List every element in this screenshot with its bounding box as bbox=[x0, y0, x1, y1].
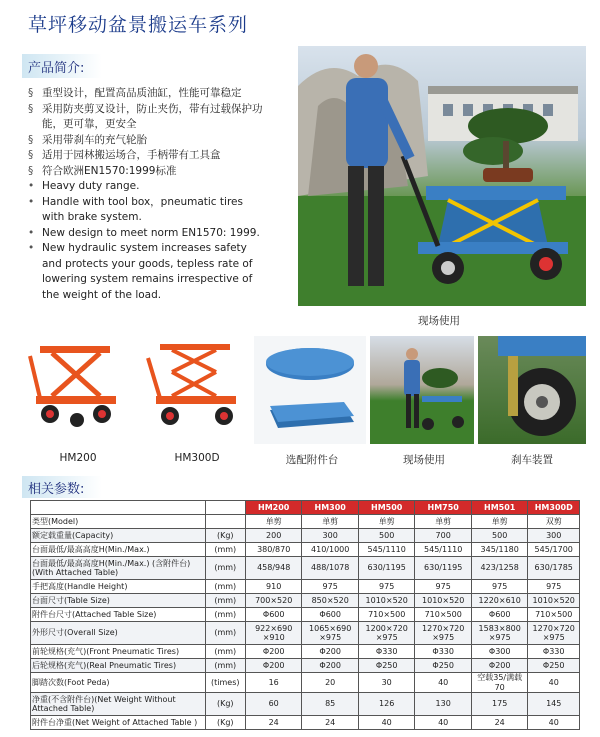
table-cell: 85 bbox=[302, 693, 359, 716]
table-row bbox=[31, 673, 580, 693]
table-cell: 975 bbox=[528, 580, 580, 594]
table-cell: 710×500 bbox=[415, 608, 472, 622]
table-cell: 60 bbox=[245, 693, 302, 716]
feature-item bbox=[28, 86, 268, 102]
table-header-row bbox=[31, 501, 580, 515]
table-cell: 1010×520 bbox=[415, 594, 472, 608]
feature-item bbox=[28, 179, 268, 195]
table-cell: 300 bbox=[302, 529, 359, 543]
feature-text: 采用防夹剪叉设计，防止夹伤，带有过载保护功能，更可靠，更安全 bbox=[42, 102, 263, 130]
header-blank bbox=[31, 501, 206, 515]
table-cell: 300 bbox=[528, 529, 580, 543]
row-label: 后轮规格(充气)(Real Pneumatic Tires) bbox=[31, 659, 206, 673]
table-cell: 500 bbox=[358, 529, 415, 543]
table-cell: Φ600 bbox=[302, 608, 359, 622]
gallery-caption-5: 刹车装置 bbox=[511, 454, 553, 466]
table-cell: 545/1110 bbox=[358, 543, 415, 557]
feature-item bbox=[28, 241, 268, 303]
table-cell: 30 bbox=[358, 673, 415, 693]
feature-text: Heavy duty range. bbox=[42, 180, 140, 192]
feature-text: 采用带刹车的充气轮胎 bbox=[42, 133, 147, 146]
model-header: HM501 bbox=[471, 501, 528, 515]
table-row bbox=[31, 543, 580, 557]
row-unit: (mm) bbox=[205, 622, 245, 645]
table-cell: Φ200 bbox=[302, 659, 359, 673]
table-row bbox=[31, 515, 580, 529]
table-cell: 380/870 bbox=[245, 543, 302, 557]
table-cell: 630/1785 bbox=[528, 557, 580, 580]
table-cell: 630/1195 bbox=[358, 557, 415, 580]
table-row bbox=[31, 608, 580, 622]
thumb-site-use bbox=[370, 336, 474, 444]
model-header: HM500 bbox=[358, 501, 415, 515]
feature-text: New design to meet norm EN1570: 1999. bbox=[42, 226, 260, 239]
feature-item bbox=[28, 164, 268, 180]
table-cell: 40 bbox=[415, 673, 472, 693]
table-row bbox=[31, 659, 580, 673]
table-cell: 975 bbox=[471, 580, 528, 594]
table-cell: 单剪 bbox=[245, 515, 302, 529]
table-cell: 单剪 bbox=[358, 515, 415, 529]
feature-text: New hydraulic system increases safety and protects your goods, tepless rate of lowering system remains irrespective of the weight of the load. bbox=[42, 242, 253, 301]
row-unit: (mm) bbox=[205, 608, 245, 622]
bullet-marker: § bbox=[28, 102, 34, 115]
row-unit bbox=[205, 515, 245, 529]
table-cell: 175 bbox=[471, 693, 528, 716]
table-cell: 16 bbox=[245, 673, 302, 693]
table-cell: Φ600 bbox=[471, 608, 528, 622]
row-unit: (Kg) bbox=[205, 693, 245, 716]
table-cell: 130 bbox=[415, 693, 472, 716]
model-header: HM300D bbox=[528, 501, 580, 515]
gallery-caption-3: 选配附件台 bbox=[285, 454, 339, 466]
table-cell: 975 bbox=[358, 580, 415, 594]
table-cell: 1010×520 bbox=[358, 594, 415, 608]
table-cell: 410/1000 bbox=[302, 543, 359, 557]
table-cell: 545/1110 bbox=[415, 543, 472, 557]
table-cell: 126 bbox=[358, 693, 415, 716]
gallery-caption-1: HM200 bbox=[59, 452, 97, 464]
table-cell: Φ300 bbox=[471, 645, 528, 659]
row-label: 类型(Model) bbox=[31, 515, 206, 529]
table-cell: 488/1078 bbox=[302, 557, 359, 580]
thumb-brake bbox=[478, 336, 586, 444]
table-cell: Φ330 bbox=[415, 645, 472, 659]
table-cell: 710×500 bbox=[358, 608, 415, 622]
table-cell: Φ330 bbox=[528, 645, 580, 659]
row-unit: (times) bbox=[205, 673, 245, 693]
row-label: 净重(不含附件台)(Net Weight Without Attached Table) bbox=[31, 693, 206, 716]
table-cell: 1583×800 ×975 bbox=[471, 622, 528, 645]
model-header: HM200 bbox=[245, 501, 302, 515]
table-cell: 145 bbox=[528, 693, 580, 716]
feature-item bbox=[28, 133, 268, 149]
table-row bbox=[31, 693, 580, 716]
table-cell: 700 bbox=[415, 529, 472, 543]
table-cell: 423/1258 bbox=[471, 557, 528, 580]
row-label: 额定载重量(Capacity) bbox=[31, 529, 206, 543]
row-label: 手把高度(Handle Height) bbox=[31, 580, 206, 594]
table-row bbox=[31, 716, 580, 730]
model-header: HM300 bbox=[302, 501, 359, 515]
table-cell: 空载35/满载70 bbox=[471, 673, 528, 693]
intro-heading: 产品简介: bbox=[22, 54, 102, 78]
row-unit: (mm) bbox=[205, 557, 245, 580]
table-row bbox=[31, 557, 580, 580]
table-cell: 200 bbox=[245, 529, 302, 543]
header-blank bbox=[205, 501, 245, 515]
table-cell: Φ200 bbox=[245, 659, 302, 673]
table-cell: Φ330 bbox=[358, 645, 415, 659]
table-cell: 700×520 bbox=[245, 594, 302, 608]
table-cell: 345/1180 bbox=[471, 543, 528, 557]
table-row bbox=[31, 529, 580, 543]
table-cell: 20 bbox=[302, 673, 359, 693]
gallery-caption-4: 现场使用 bbox=[403, 454, 445, 466]
table-cell: 630/1195 bbox=[415, 557, 472, 580]
row-label: 附件台尺寸(Attached Table Size) bbox=[31, 608, 206, 622]
row-unit: (mm) bbox=[205, 580, 245, 594]
bullet-marker: • bbox=[28, 180, 35, 192]
table-row bbox=[31, 594, 580, 608]
feature-text: Handle with tool box，pneumatic tires with brake system. bbox=[42, 195, 243, 223]
table-cell: Φ250 bbox=[528, 659, 580, 673]
thumb-hm300d bbox=[138, 336, 246, 444]
table-cell: 单剪 bbox=[302, 515, 359, 529]
params-table bbox=[30, 500, 580, 730]
gallery-caption-2: HM300D bbox=[174, 452, 220, 464]
feature-item bbox=[28, 148, 268, 164]
table-cell: 910 bbox=[245, 580, 302, 594]
table-cell: 1200×720 ×975 bbox=[358, 622, 415, 645]
feature-item bbox=[28, 226, 268, 242]
feature-text: 符合欧洲EN1570:1999标准 bbox=[42, 164, 177, 177]
table-cell: Φ600 bbox=[245, 608, 302, 622]
table-cell: 40 bbox=[415, 716, 472, 730]
bullet-marker: • bbox=[28, 226, 35, 239]
table-cell: 922×690 ×910 bbox=[245, 622, 302, 645]
table-cell: 24 bbox=[302, 716, 359, 730]
feature-list bbox=[28, 86, 268, 303]
model-header: HM750 bbox=[415, 501, 472, 515]
bullet-marker: • bbox=[28, 242, 35, 254]
table-cell: 710×500 bbox=[528, 608, 580, 622]
row-unit: (mm) bbox=[205, 543, 245, 557]
hero-photo bbox=[298, 46, 586, 306]
table-cell: 850×520 bbox=[302, 594, 359, 608]
row-unit: (Kg) bbox=[205, 529, 245, 543]
thumb-attached-table bbox=[254, 336, 366, 444]
table-row bbox=[31, 645, 580, 659]
table-cell: 458/948 bbox=[245, 557, 302, 580]
table-cell: 40 bbox=[528, 673, 580, 693]
table-cell: Φ200 bbox=[471, 659, 528, 673]
table-cell: 545/1700 bbox=[528, 543, 580, 557]
row-unit: (mm) bbox=[205, 645, 245, 659]
table-cell: 单剪 bbox=[415, 515, 472, 529]
table-cell: 1010×520 bbox=[528, 594, 580, 608]
thumb-hm200 bbox=[22, 336, 130, 444]
bullet-marker: § bbox=[28, 133, 34, 146]
row-label: 台面尺寸(Table Size) bbox=[31, 594, 206, 608]
bullet-marker: § bbox=[28, 149, 34, 161]
bullet-marker: § bbox=[28, 87, 34, 99]
row-label: 前轮规格(充气)(Front Pneumatic Tires) bbox=[31, 645, 206, 659]
feature-text: 重型设计，配置高品质油缸，性能可靠稳定 bbox=[42, 87, 242, 99]
table-cell: 1270×720 ×975 bbox=[528, 622, 580, 645]
params-heading: 相关参数: bbox=[22, 476, 102, 498]
table-row bbox=[31, 580, 580, 594]
row-unit: (mm) bbox=[205, 659, 245, 673]
table-cell: Φ200 bbox=[302, 645, 359, 659]
feature-item bbox=[28, 195, 268, 226]
table-cell: 975 bbox=[415, 580, 472, 594]
table-cell: 1270×720 ×975 bbox=[415, 622, 472, 645]
table-cell: Φ250 bbox=[358, 659, 415, 673]
table-cell: 500 bbox=[471, 529, 528, 543]
table-cell: 24 bbox=[471, 716, 528, 730]
table-cell: Φ250 bbox=[415, 659, 472, 673]
row-unit: (mm) bbox=[205, 594, 245, 608]
hero-caption: 现场使用 bbox=[418, 315, 460, 327]
hero-illustration bbox=[298, 46, 586, 306]
table-cell: Φ200 bbox=[245, 645, 302, 659]
row-label: 附件台净重(Net Weight of Attached Table ) bbox=[31, 716, 206, 730]
bullet-marker: • bbox=[28, 195, 35, 208]
table-cell: 双剪 bbox=[528, 515, 580, 529]
table-row bbox=[31, 622, 580, 645]
table-cell: 40 bbox=[528, 716, 580, 730]
feature-item bbox=[28, 102, 268, 133]
table-cell: 24 bbox=[245, 716, 302, 730]
table-cell: 975 bbox=[302, 580, 359, 594]
row-unit: (Kg) bbox=[205, 716, 245, 730]
bullet-marker: § bbox=[28, 164, 34, 177]
row-label: 脚踏次数(Foot Peda) bbox=[31, 673, 206, 693]
row-label: 台面最低/最高高度H(Min./Max.) bbox=[31, 543, 206, 557]
row-label: 外形尺寸(Overall Size) bbox=[31, 622, 206, 645]
row-label: 台面最低/最高高度H(Min./Max.) (含附件台)(With Attached Table) bbox=[31, 557, 206, 580]
table-cell: 1065×690 ×975 bbox=[302, 622, 359, 645]
table-cell: 1220×610 bbox=[471, 594, 528, 608]
page-title: 草坪移动盆景搬运车系列 bbox=[28, 14, 249, 36]
table-cell: 40 bbox=[358, 716, 415, 730]
table-cell: 单剪 bbox=[471, 515, 528, 529]
feature-text: 适用于园林搬运场合，手柄带有工具盒 bbox=[42, 149, 221, 161]
